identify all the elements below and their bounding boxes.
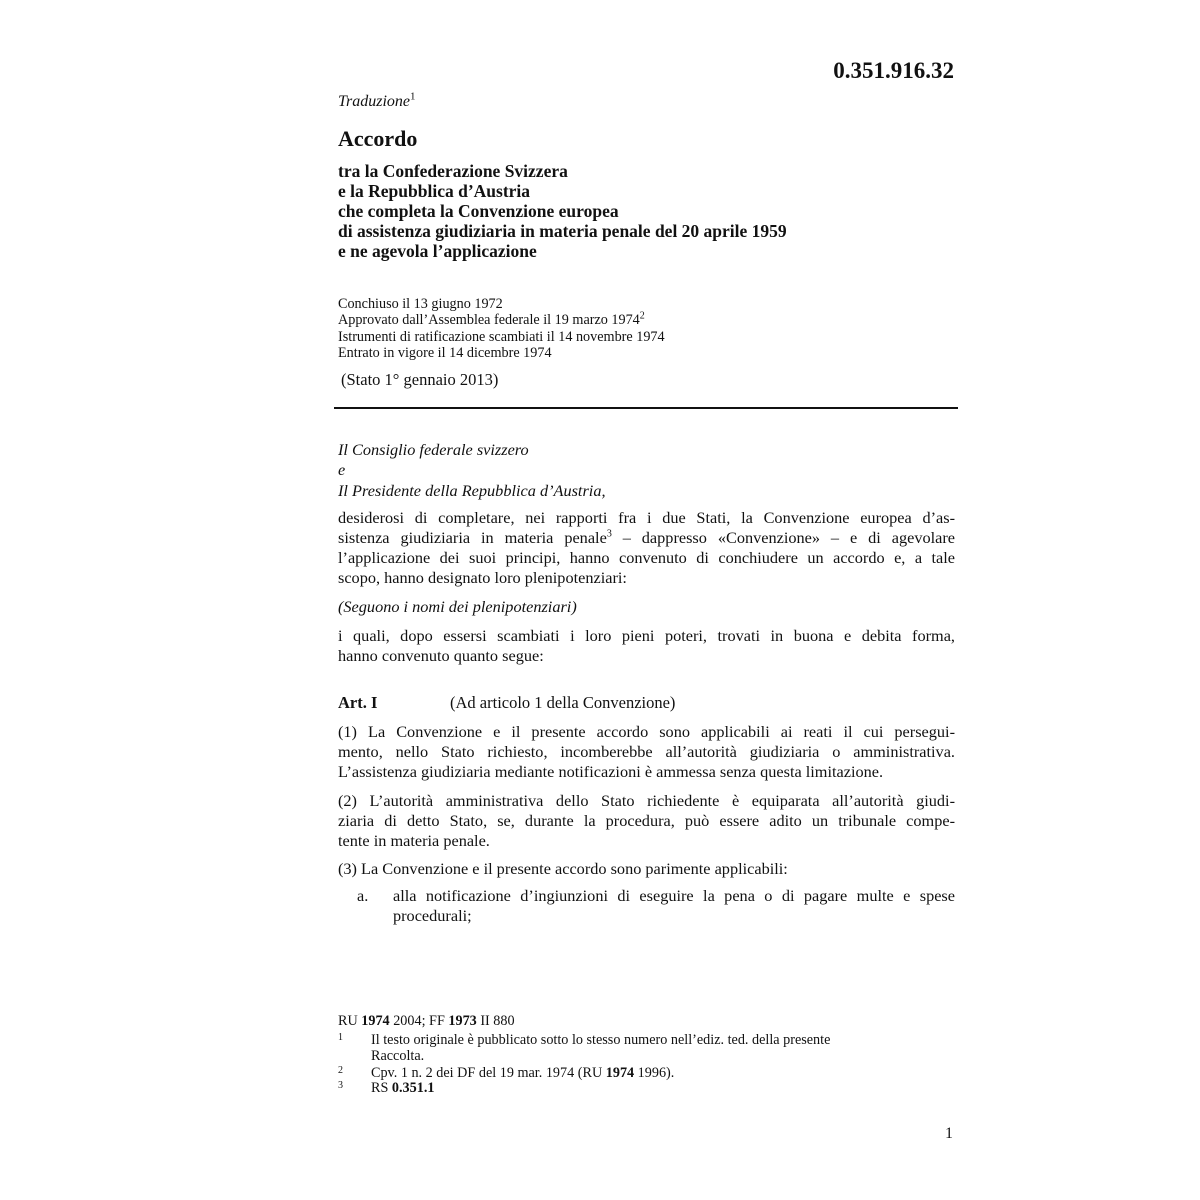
text-line: (3) La Convenzione e il presente accordo sono parimente applicabili: [338, 859, 788, 878]
subtitle-line: tra la Confederazione Svizzera [338, 161, 568, 181]
text-line [338, 528, 955, 548]
translation-label [338, 90, 416, 111]
text-line: L’assistenza giudiziaria mediante notificazioni è ammessa senza questa limitazione. [338, 762, 884, 781]
ratification-date: Istrumenti di ratificazione scambiati il 14 novembre 1974 [338, 328, 665, 345]
article-heading [338, 693, 675, 713]
ru-year: 1974 [361, 1013, 390, 1029]
footnote-ref-2[interactable]: 2 [639, 310, 645, 322]
official-reference [338, 1013, 515, 1030]
footnote-number: 1 [338, 1032, 343, 1043]
in-force-date: Entrato in vigore il 14 dicembre 1974 [338, 344, 552, 361]
footnote-1 [338, 1033, 938, 1065]
approved-date [338, 312, 665, 328]
article-paragraph-2 [338, 791, 955, 851]
text-line: i quali, dopo essersi scambiati i loro pieni poteri, trovati in buona e debita forma, [338, 626, 955, 645]
footnote-segment: 1996). [634, 1065, 675, 1081]
ru-part: II 880 [476, 1013, 515, 1029]
footnote-text [371, 1081, 434, 1097]
ru-part: RU [338, 1013, 362, 1029]
page-number: 1 [945, 1125, 953, 1142]
text-segment: sistenza giudiziaria in materia penale [338, 528, 607, 547]
text-line: scopo, hanno designato loro plenipotenziari: [338, 568, 627, 587]
party-conjunction: e [338, 460, 346, 479]
footnote-number: 2 [338, 1065, 343, 1076]
article-label: Art. I [338, 693, 378, 712]
text-line: procedurali; [393, 906, 472, 925]
document-metadata [338, 296, 665, 361]
list-marker-a: a. [357, 886, 369, 905]
plenipotentiaries-note: (Seguono i nomi dei plenipotenziari) [338, 597, 577, 616]
footnote-text: Raccolta. [371, 1047, 425, 1064]
text-line: (2) L’autorità amministrativa dello Stato richiedente è equiparata all’autorità giudi- [338, 791, 955, 810]
footnote-segment: RS [371, 1080, 392, 1096]
translation-text: Traduzione [338, 93, 411, 110]
document-subtitle [338, 161, 787, 261]
text-line: desiderosi di completare, nei rapporti fra i due Stati, la Convenzione europea d’as- [338, 508, 955, 527]
footnote-ref-number: 0.351.1 [391, 1080, 435, 1096]
document-number: 0.351.916.32 [833, 58, 954, 83]
text-line: mento, nello Stato richiesto, incomberebbe all’autorità giudiziaria o amministrativa. [338, 742, 955, 761]
text-line: tente in materia penale. [338, 831, 490, 850]
subtitle-line: e la Repubblica d’Austria [338, 181, 531, 201]
text-segment: – dappresso «Convenzione» – e di agevolare [611, 528, 956, 547]
concluded-date: Conchiuso il 13 giugno 1972 [338, 296, 503, 312]
footnote-3 [338, 1081, 938, 1097]
footnote-year: 1974 [605, 1065, 635, 1081]
footnote-segment: Cpv. 1 n. 2 dei DF del 19 mar. 1974 (RU [371, 1065, 606, 1081]
approved-text: Approvato dall’Assemblea federale il 19 marzo 1974 [338, 312, 640, 329]
footnote-text: Il testo originale è pubblicato sotto lo stesso numero nell’ediz. ted. della presente [371, 1032, 831, 1048]
article-title: (Ad articolo 1 della Convenzione) [450, 693, 676, 712]
text-line: (1) La Convenzione e il presente accordo sono applicabili ai reati il cui persegui- [338, 722, 955, 741]
text-line: alla notificazione d’ingiunzioni di eseguire la pena o di pagare multe e spese [393, 886, 955, 905]
footnote-number: 3 [338, 1080, 343, 1091]
header-divider [334, 407, 958, 409]
status-date: (Stato 1° gennaio 2013) [341, 370, 499, 389]
footnote-ref-1[interactable]: 1 [410, 90, 416, 103]
subtitle-line: di assistenza giudiziaria in materia penale del 20 aprile 1959 [338, 221, 787, 241]
footnote-ref-3[interactable]: 3 [606, 528, 612, 540]
ru-part: 2004; FF [389, 1013, 449, 1029]
text-line: hanno convenuto quanto segue: [338, 646, 544, 665]
subtitle-line: e ne agevola l’applicazione [338, 241, 537, 261]
article-paragraph-3 [338, 859, 955, 879]
subtitle-line: che completa la Convenzione europea [338, 201, 619, 221]
ff-year: 1973 [448, 1013, 477, 1029]
party-switzerland: Il Consiglio federale svizzero [338, 440, 529, 459]
article-paragraph-1 [338, 722, 955, 782]
document-title: Accordo [338, 126, 418, 151]
text-line: ziaria di detto Stato, se, durante la procedura, può essere adito un tribunale compe- [338, 811, 955, 830]
text-line: l’applicazione dei suoi principi, hanno convenuto di conchiudere un accordo e, a tale [338, 548, 955, 567]
list-item-a [393, 886, 955, 926]
preamble-paragraph [338, 508, 955, 588]
party-austria: Il Presidente della Repubblica d’Austria, [338, 481, 606, 500]
preamble-closing [338, 626, 955, 666]
